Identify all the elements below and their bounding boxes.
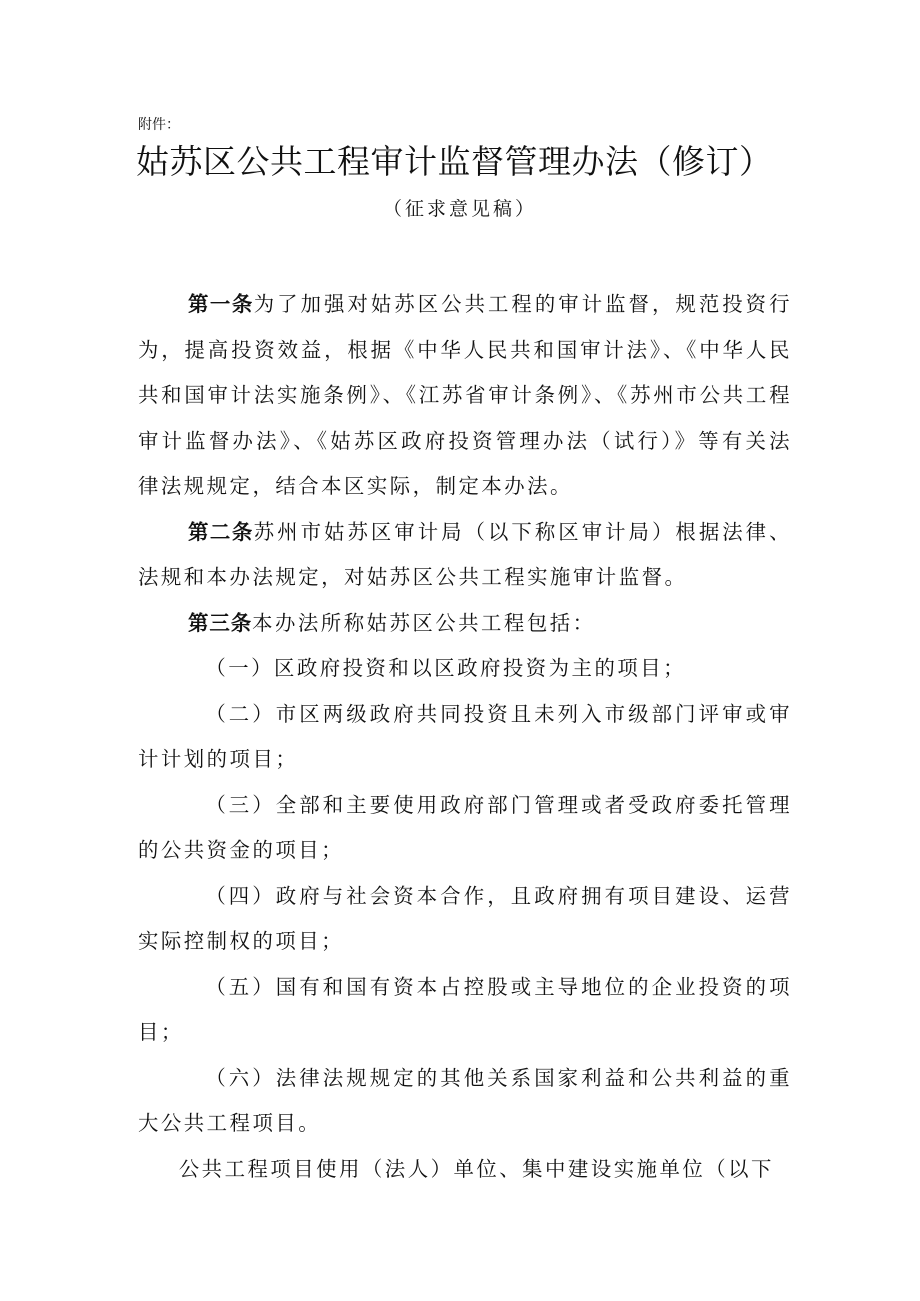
list-item: （一）区政府投资和以区政府投资为主的项目；	[205, 656, 687, 680]
list-item: （五）国有和国有资本占控股或主导地位的企业投资的项目；	[138, 974, 792, 1044]
article-text: 为了加强对姑苏区公共工程的审计监督，规范投资行为，提高投资效益，根据《中华人民共和国审计法》、《中华人民共和国审计法实施条例》、《江苏省审计条例》、《苏州市公共工程审计监督办法》、《姑苏区政府投资管理办法（试行）》等有关法律法规规定，结合本区实际，制定本办法。	[138, 292, 793, 498]
article-3	[138, 601, 792, 647]
document-subtitle: （征求意见稿）	[382, 198, 537, 220]
article-2	[138, 510, 792, 601]
document-title: 姑苏区公共工程审计监督管理办法（修订）	[136, 142, 773, 181]
attachment-label: 附件：	[138, 117, 180, 133]
document-body	[138, 282, 792, 1192]
trailing-paragraph: 公共工程项目使用（法人）单位、集中建设实施单位（以下	[178, 1156, 774, 1181]
article-1	[138, 282, 792, 510]
list-item: （六）法律法规规定的其他关系国家利益和公共利益的重大公共工程项目。	[138, 1065, 792, 1135]
list-item: （二）市区两级政府共同投资且未列入市级部门评审或审计计划的项目；	[138, 701, 792, 771]
list-item: （三）全部和主要使用政府部门管理或者受政府委托管理的公共资金的项目；	[138, 792, 792, 862]
article-heading: 第一条	[187, 292, 254, 316]
list-item: （四）政府与社会资本合作，且政府拥有项目建设、运营实际控制权的项目；	[138, 883, 792, 953]
article-heading: 第三条	[187, 610, 253, 635]
article-text: 本办法所称姑苏区公共工程包括：	[252, 610, 596, 635]
article-text: 苏州市姑苏区审计局（以下称区审计局）根据法律、法规和本办法规定，对姑苏区公共工程实施审计监督。	[138, 519, 793, 589]
article-heading: 第二条	[187, 519, 254, 544]
